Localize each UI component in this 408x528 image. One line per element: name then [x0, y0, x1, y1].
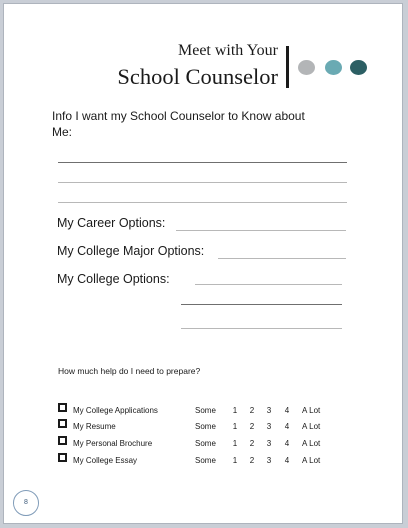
scale-option-2[interactable]: 2	[249, 406, 255, 415]
college-options-line[interactable]	[181, 304, 342, 305]
college-major-options-line[interactable]	[218, 258, 346, 259]
scale-high-label: A Lot	[302, 439, 321, 448]
scale-option-2[interactable]: 2	[249, 422, 255, 431]
scale-low-label: Some	[195, 406, 216, 415]
scale-option-1[interactable]: 1	[232, 456, 238, 465]
college-options-label: My College Options:	[57, 272, 170, 286]
help-row-personal-brochure	[58, 436, 358, 450]
career-options-line[interactable]	[176, 230, 346, 231]
scale-high-label: A Lot	[302, 422, 321, 431]
scale-option-3[interactable]: 3	[266, 456, 272, 465]
page-title: School Counselor	[117, 64, 278, 89]
help-row-resume	[58, 419, 358, 433]
college-options-line[interactable]	[195, 284, 342, 285]
scale-option-3[interactable]: 3	[266, 439, 272, 448]
college-options-line[interactable]	[181, 328, 342, 329]
scale-high-label: A Lot	[302, 456, 321, 465]
title-divider-bar	[286, 46, 289, 88]
scale-option-4[interactable]: 4	[284, 456, 290, 465]
scale-low-label: Some	[195, 439, 216, 448]
writing-line[interactable]	[58, 162, 347, 163]
scale-option-3[interactable]: 3	[266, 406, 272, 415]
help-row-college-applications	[58, 403, 358, 417]
intro-prompt: Info I want my School Counselor to Know about Me:	[52, 109, 305, 139]
career-options-label: My Career Options:	[57, 216, 166, 230]
accent-dot-teal	[325, 60, 342, 75]
accent-dot-dark-teal	[350, 60, 367, 75]
scale-low-label: Some	[195, 422, 216, 431]
page-number-badge: 8	[13, 490, 39, 516]
title-line-1: Meet with Your	[177, 42, 278, 59]
checkbox[interactable]	[58, 436, 67, 445]
help-item-label: My Resume	[73, 422, 116, 431]
college-major-options-label: My College Major Options:	[57, 244, 205, 258]
scale-option-2[interactable]: 2	[249, 456, 255, 465]
help-item-label: My College Applications	[73, 406, 158, 415]
scale-option-3[interactable]: 3	[266, 422, 272, 431]
document-page	[3, 3, 403, 524]
help-item-label: My Personal Brochure	[73, 439, 153, 448]
writing-line[interactable]	[58, 202, 347, 203]
scale-option-4[interactable]: 4	[284, 406, 290, 415]
scale-option-1[interactable]: 1	[232, 406, 238, 415]
checkbox[interactable]	[58, 403, 67, 412]
scale-option-2[interactable]: 2	[249, 439, 255, 448]
checkbox[interactable]	[58, 419, 67, 428]
scale-option-1[interactable]: 1	[232, 422, 238, 431]
accent-dot-gray	[298, 60, 315, 75]
help-question: How much help do I need to prepare?	[58, 366, 201, 376]
help-item-label: My College Essay	[73, 456, 138, 465]
scale-low-label: Some	[195, 456, 216, 465]
help-row-college-essay	[58, 453, 358, 467]
writing-line[interactable]	[58, 182, 347, 183]
scale-option-4[interactable]: 4	[284, 439, 290, 448]
scale-high-label: A Lot	[302, 406, 321, 415]
scale-option-1[interactable]: 1	[232, 439, 238, 448]
scale-option-4[interactable]: 4	[284, 422, 290, 431]
checkbox[interactable]	[58, 453, 67, 462]
